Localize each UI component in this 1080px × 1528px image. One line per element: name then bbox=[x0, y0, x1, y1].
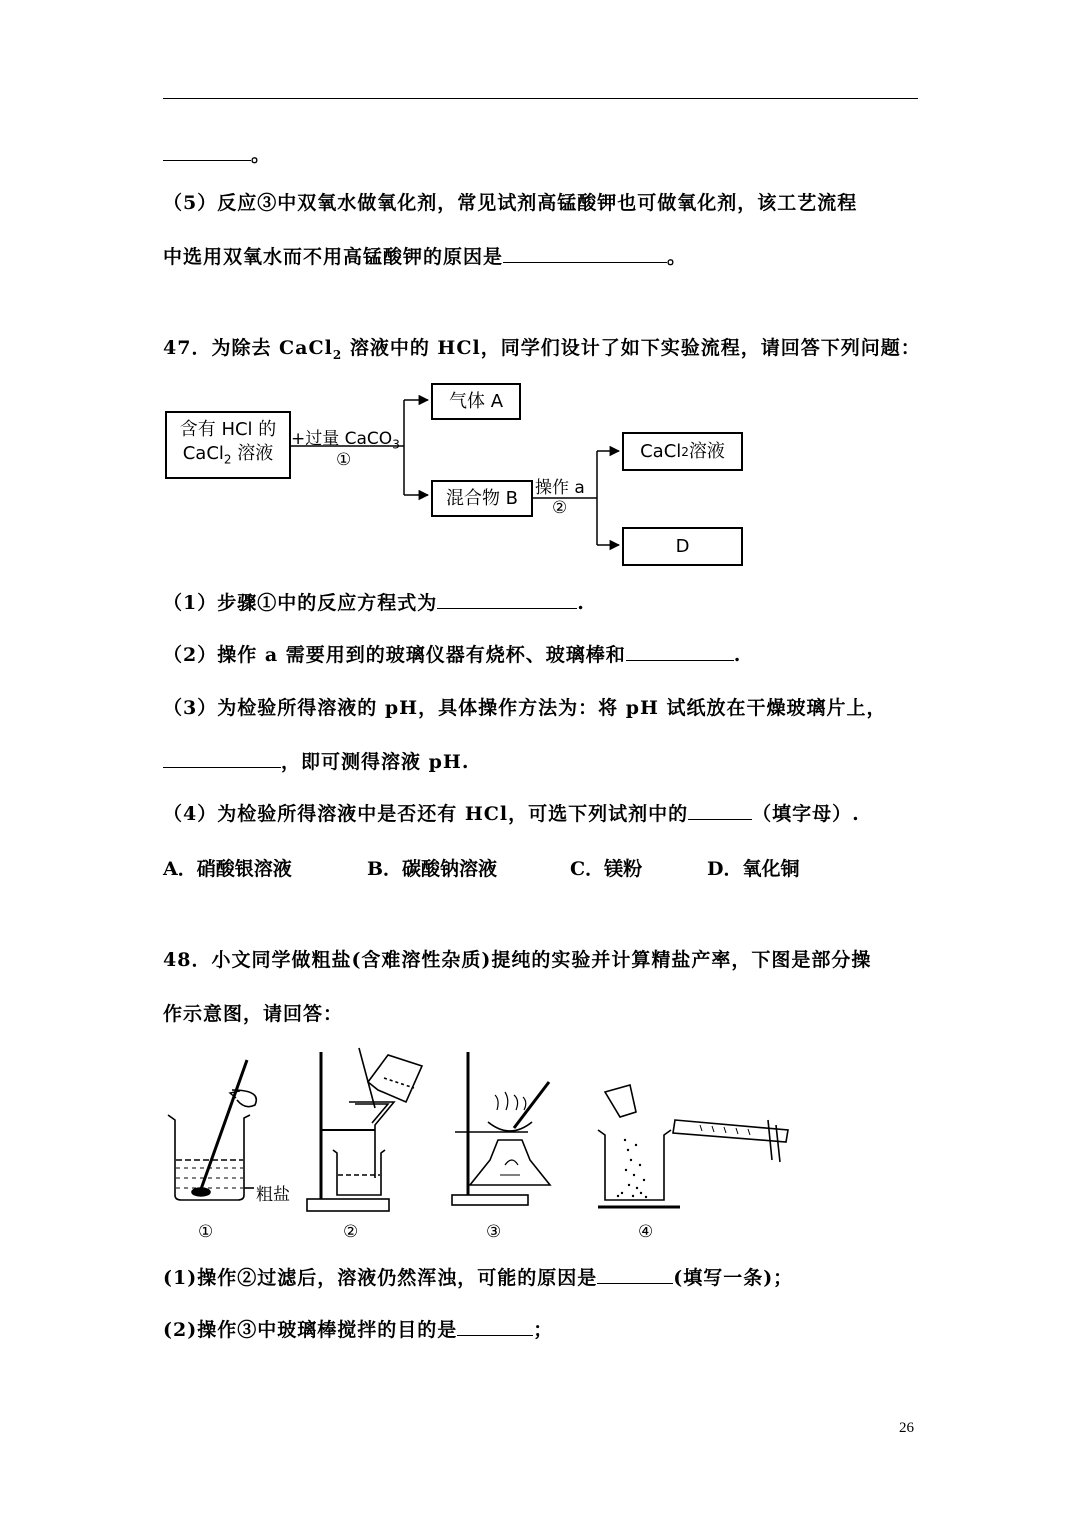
flow-mixture-box: 混合物 B bbox=[431, 480, 533, 517]
flow-operation-label: 操作 a bbox=[535, 478, 585, 498]
flow-arrows bbox=[0, 0, 1080, 600]
step-label-1: ① bbox=[198, 1222, 214, 1242]
transfer-apparatus bbox=[598, 1085, 788, 1207]
crude-salt-label: 粗盐 bbox=[256, 1185, 290, 1205]
q48-sub1: (1)操作②过滤后，溶液仍然浑浊，可能的原因是 (填写一条)； bbox=[163, 1267, 794, 1289]
q47-sub1: （1）步骤①中的反应方程式为 . bbox=[163, 592, 585, 614]
q46-5-line1: （5）反应③中双氧水做氧化剂，常见试剂高锰酸钾也可做氧化剂，该工艺流程 bbox=[163, 192, 858, 214]
evaporation-apparatus bbox=[452, 1052, 550, 1205]
q48-sub2: (2)操作③中玻璃棒搅拌的目的是 ； bbox=[163, 1319, 554, 1341]
q46-5-line2: 中选用双氧水而不用高锰酸钾的原因是 。 bbox=[163, 246, 688, 268]
q48-line1: 48．小文同学做粗盐(含难溶性杂质)提纯的实验并计算精盐产率，下图是部分操 bbox=[163, 949, 872, 971]
page-number: 26 bbox=[899, 1420, 914, 1436]
flow-step2-label: ② bbox=[552, 498, 568, 518]
choice-a: A．硝酸银溶液 bbox=[163, 858, 292, 880]
choice-c: C．镁粉 bbox=[570, 858, 643, 880]
answer-line-continuation: 。 bbox=[163, 140, 271, 167]
q47-sub3-line2: ，即可测得溶液 pH. bbox=[163, 747, 469, 774]
answer-blank[interactable] bbox=[437, 590, 577, 609]
flow-solution-box: CaCl 2 溶液 bbox=[622, 432, 743, 471]
answer-blank[interactable] bbox=[626, 642, 734, 661]
answer-blank[interactable] bbox=[597, 1265, 673, 1284]
filtration-apparatus bbox=[307, 1048, 422, 1211]
flow-d-box: D bbox=[622, 527, 743, 566]
q48-line2: 作示意图，请回答： bbox=[163, 1003, 344, 1025]
answer-blank[interactable] bbox=[457, 1317, 533, 1336]
choice-d: D．氧化铜 bbox=[707, 858, 800, 880]
flow-start-box: 含有 HCl 的 CaCl$_2$ 溶液 bbox=[165, 411, 291, 479]
step-label-3: ③ bbox=[486, 1222, 502, 1242]
q47-sub4: （4）为检验所得溶液中是否还有 HCl，可选下列试剂中的 （填字母）. bbox=[163, 803, 860, 825]
answer-blank[interactable] bbox=[163, 749, 281, 768]
q47-intro: 47．为除去 CaCl$_2$ 溶液中的 HCl，同学们设计了如下实验流程，请回答下列问题： bbox=[163, 337, 921, 362]
choice-b: B．碳酸钠溶液 bbox=[367, 858, 498, 880]
flow-reagent-label: +过量 CaCO$_3$ bbox=[291, 429, 400, 452]
q47-sub3-line1: （3）为检验所得溶液的 pH，具体操作方法为：将 pH 试纸放在干燥玻璃片上， bbox=[163, 697, 887, 719]
flow-gas-box: 气体 A bbox=[431, 383, 521, 420]
answer-blank[interactable] bbox=[688, 801, 752, 820]
dissolving-apparatus bbox=[168, 1060, 256, 1200]
step-label-2: ② bbox=[343, 1222, 359, 1242]
q47-sub2: （2）操作 a 需要用到的玻璃仪器有烧杯、玻璃棒和 . bbox=[163, 644, 742, 666]
step-label-4: ④ bbox=[638, 1222, 654, 1242]
flow-step1-label: ① bbox=[336, 450, 352, 470]
